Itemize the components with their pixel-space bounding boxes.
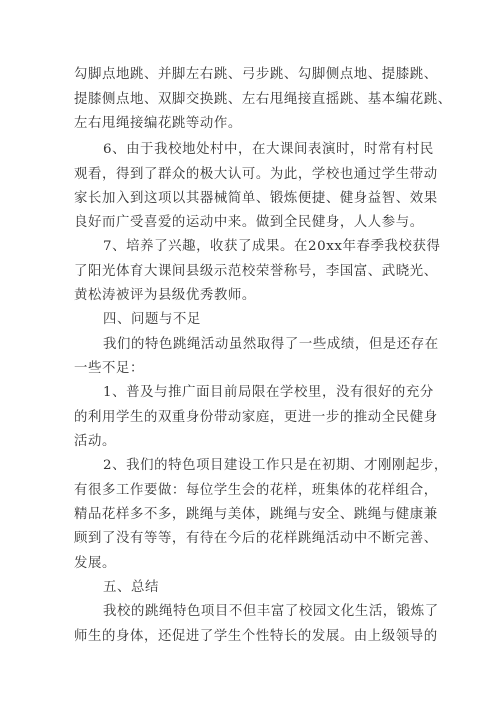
paragraph-line: 的利用学生的双重身份带动家庭，更进一步的推动全民健身 [74, 410, 438, 425]
paragraph-line: 勾脚点地跳、并脚左右跳、弓步跳、勾脚侧点地、提膝跳、 [74, 67, 438, 82]
paragraph-line: 良好而广受喜爱的运动中来。做到全民健身，人人参与。 [74, 215, 424, 230]
paragraph-line: 顾到了没有等等，有待在今后的花样跳绳活动中不断完善、 [74, 531, 438, 546]
paragraph-line: 师生的身体，还促进了学生个性特长的发展。由上级领导的 [74, 629, 438, 644]
paragraph-line: 我校的跳绳特色项目不但丰富了校园文化生活，锻炼了 [103, 604, 439, 619]
paragraph-line: 提膝侧点地、双脚交换跳、左右甩绳接直摇跳、基本编花跳、 [74, 92, 452, 107]
paragraph-line: 家长加入到这项以其器械简单、锻炼便捷、健身益智、效果 [74, 191, 438, 206]
section-heading: 五、总结 [103, 580, 159, 595]
paragraph-line: 观看，得到了群众的极大认可。为此，学校也通过学生带动 [74, 167, 438, 182]
paragraph-line: 6、由于我校地处村中，在大课间表演时，时常有村民 [103, 142, 434, 157]
paragraph-line: 精品花样多不多，跳绳与美体，跳绳与安全、跳绳与健康兼 [74, 507, 438, 522]
paragraph-line: 发展。 [74, 556, 116, 571]
paragraph-line: 活动。 [74, 434, 116, 449]
paragraph-line: 有很多工作要做：每位学生会的花样，班集体的花样组合， [74, 483, 438, 498]
section-heading: 四、问题与不足 [103, 312, 201, 327]
paragraph-line: 了阳光体育大课间县级示范校荣誉称号，李国富、武晓光、 [74, 264, 438, 279]
paragraph-line: 我们的特色跳绳活动虽然取得了一些成绩，但是还存在 [103, 337, 439, 352]
paragraph-line: 2、我们的特色项目建设工作只是在初期、才刚刚起步， [103, 458, 448, 473]
paragraph-line: 黄松涛被评为县级优秀教师。 [74, 288, 256, 303]
paragraph-line: 一些不足： [74, 361, 144, 376]
paragraph-line: 1、普及与推广面目前局限在学校里，没有很好的充分 [103, 385, 434, 400]
paragraph-line: 左右甩绳接编花跳等动作。 [74, 116, 242, 131]
paragraph-line: 7、培养了兴趣，收获了成果。在20xx年春季我校获得 [103, 239, 441, 254]
